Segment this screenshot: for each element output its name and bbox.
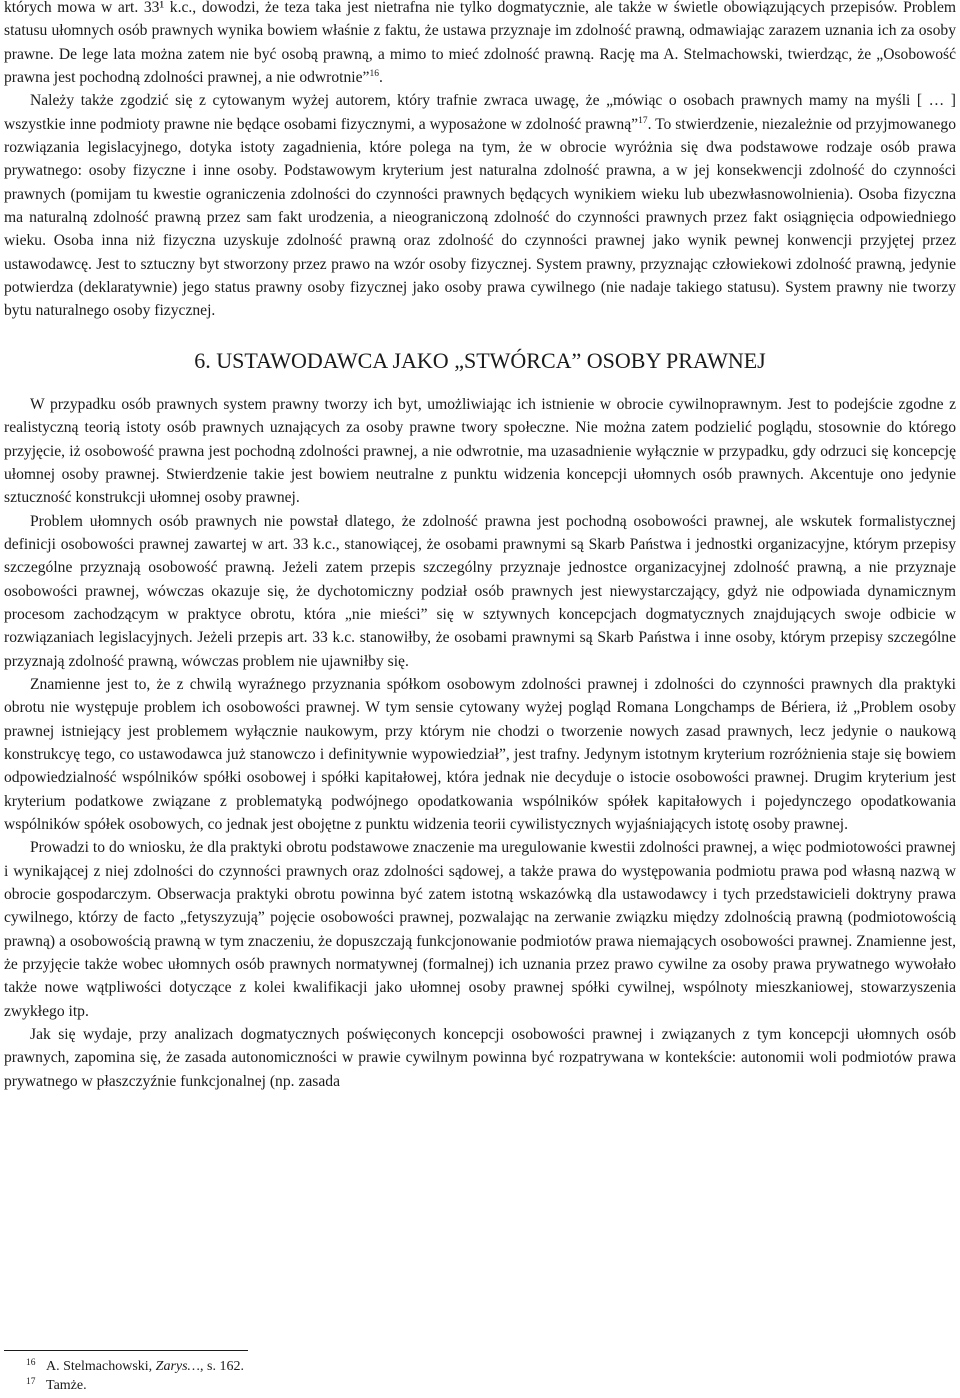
paragraph: Znamienne jest to, że z chwilą wyraźnego przyznania spółkom osobowym zdolności prawnej i zdolności do czynności prawnych dla praktyki obrotu nie występuje problem ich osobowości prawnej. W tym sensie cytowany wyżej pogląd Romana Longchamps de Bériera, iż „Problem osoby prawnej istniejący jest problemem wyłącznie naukowym, przy którym nie chodzi o tworzenie nowych zasad prawnych, lecz jedynie o naukową konstrukcyę tego, co ustawodawca już stanowczo i definitywnie wypowiedział”, jest trafny. Jedynym istotnym kryterium rozróżnienia staje się bowiem odpowiedzialność wspólników spółki osobowej i spółki kapitałowej, która jednak nie decyduje o istocie osobowości prawnej. Drugim kryterium jest kryterium podatkowe związane z problematyką podwójnego opodatkowania wspólników spółek kapitałowych i pojedynczego opodatkowania wspólników spółek osobowych, co jednak jest obojętne z punktu widzenia teorii cywilistycznych wyjaśniających istotę osoby prawnej. [4, 675, 956, 833]
footnotes [4, 1350, 944, 1395]
paragraph: Należy także zgodzić się z cytowanym wyżej autorem, który trafnie zwraca uwagę, że „mówiąc o osobach prawnych mamy na myśli [ … ] wszystkie inne podmioty prawne nie będące osobami fizycznymi, a wyposażone w zdolność prawną”$^{17}$. To stwierdzenie, niezależnie od przyjmowanego rozwiązania legislacyjnego, dotyka istoty zagadnienia, które polega na tym, że w obrocie wyróżnia się dwa podstawowe rodzaje osób prawa prywatnego: osoby fizyczne i inne osoby. Podstawowym kryterium jest naturalna zdolność prawna, a w jej konsekwencji zdolność do czynności prawnych (pomijam tu kwestie ograniczenia zdolności do czynności prawnych będących wynikiem wieku lub ubezwłasnowolnienia). Osoba fizyczna ma naturalną zdolność prawną przez sam fakt urodzenia, a nieograniczoną zdolność do czynności prawnych przez fakt osiągnięcia odpowiedniego wieku. Osoba inna niż fizyczna uzyskuje zdolność prawną oraz zdolność do czynności prawnej jako wynik pewnej konwencji przyjętej przez ustawodawcę. Jest to sztuczny byt stworzony przez prawo na wzór osoby fizycznej. System prawny, przyznając człowiekowi zdolność prawną, jedynie potwierdza (deklaratywnie) jego status prawny osoby fizycznej jako osoby prawa cywilnego (nie nadaje takiego statusu). System prawny nie tworzy bytu naturalnego osoby fizycznej. [4, 92, 956, 320]
footnote-ref-17[interactable]: 17 [638, 115, 648, 126]
footnote-16: 16 A. Stelmachowski, Zarys…, s. 162. [4, 1357, 944, 1376]
paragraph: W przypadku osób prawnych system prawny tworzy ich byt, umożliwiając ich istnienie w obrocie cywilnoprawnym. Jest to podejście zgodne z realistyczną teorią istoty osób prawnych uznających za osoby prawne twory społeczne. Nie można zatem podzielić poglądu, stosownie do którego przyjęcie, iż osobowość prawna jest pochodną zdolności prawnej, a nie odwrotnie, ma uzasadnienie wyłącznie w przypadku, gdy odrzuci się koncepcję ułomnej osoby prawnej. Stwierdzenie takie jest bowiem neutralne z punktu widzenia koncepcji ułomnych osób prawnych. Akcentuje ono jedynie sztuczność konstrukcji ułomnej osoby prawnej. [4, 395, 956, 507]
footnote-number: 16 [26, 1358, 36, 1368]
paragraph-continued: których mowa w art. 33¹ k.c., dowodzi, że teza taka jest nietrafna nie tylko dogmatycznie, ale także w świetle obowiązujących przepisów. Problem statusu ułomnych osób prawnych wynika bowiem właśnie z faktu, że ustawa przyznaje im zdolność prawną, odmawiając zarazem uznania ich za osoby prawne. De lege lata można zatem nie być osobą prawną, a mimo to mieć zdolność prawną. Rację ma A. Stelmachowski, twierdząc, że „Osobowość prawna jest pochodną zdolności prawnej, a nie odwrotnie”$^{16}$. [4, 0, 956, 87]
paragraph: Prowadzi to do wniosku, że dla praktyki obrotu podstawowe znaczenie ma uregulowanie kwestii zdolności prawnej, a więc podmiotowości prawnej i wynikającej z niej zdolności do czynności prawnych oraz zdolności sądowej, a także prawa do występowania podmiotu prawa pod własną nazwą w obrocie gospodarczym. Obserwacja praktyki obrotu powinna być zatem istotną wskazówką dla ustawodawcy i tych przedstawicieli doktryny prawa cywilnego, którzy de facto „fetyszyzują” pojęcie osobowości prawnej, pozwalając na zerwanie związku między zdolnością prawną (podmiotowością prawną) a osobowością prawną w tym znaczeniu, że dopuszczają funkcjonowanie podmiotów prawa niemających osobowości prawnej. Znamienne jest, że przyjęcie także wobec ułomnych osób prawnych normatywnej (formalnej) ich uznania przez prawo cywilne za osoby prawa prywatnego wywołało także nowe wątpliwości dotyczące z kolei kwalifikacji jako ułomnej osoby prawnej spółki cywilnej, wspólnoty mieszkaniowej, stowarzyszenia zwykłego itp. [4, 839, 956, 1020]
footnote-17: 17 Tamże. [4, 1376, 944, 1395]
document-body [4, 0, 956, 1093]
paragraph: Jak się wydaje, przy analizach dogmatycznych poświęconych koncepcji osobowości prawnej i związanych z tym koncepcji ułomnych osób prawnych, zapomina się, że zasada autonomiczności w prawie cywilnym powinna być rozpatrywana w kontekście: autonomii woli podmiotów prawa prywatnego w płaszczyźnie funkcjonalnej (np. zasada [4, 1026, 956, 1090]
footnote-ref-16[interactable]: 16 [369, 68, 379, 79]
paragraph: Problem ułomnych osób prawnych nie powstał dlatego, że zdolność prawna jest pochodną osobowości prawnej, ale wskutek formalistycznej definicji osobowości prawnej zawartej w art. 33 k.c., stanowiącej, że osobami prawnymi są Skarb Państwa i jednostki organizacyjne, którym przepisy szczególne przyznają osobowość prawną. Jeżeli zatem przepis szczególny przyznaje jednostce organizacyjnej zdolność prawną, a nie przyznaje osobowości prawnej, wówczas okazuje się, że dychotomiczny podział osób prawnych jest niewystarczający, gdyż nie odpowiada dynamicznym procesom zachodzącym w praktyce obrotu, która „nie mieści” się w sztywnych koncepcjach dogmatycznych znajdujących swoje odbicie w rozwiązaniach legislacyjnych. Jeżeli przepis art. 33 k.c. stanowiłby, że osobami prawnymi są Skarb Państwa i inne osoby, którym przepisy szczególne przyznają zdolność prawną, wówczas problem nie ujawniłby się. [4, 512, 956, 670]
footnote-number: 17 [26, 1377, 36, 1387]
footnote-divider [4, 1350, 248, 1351]
section-heading: 6. USTAWODAWCA JAKO „STWÓRCA” OSOBY PRAWNEJ [194, 347, 766, 373]
